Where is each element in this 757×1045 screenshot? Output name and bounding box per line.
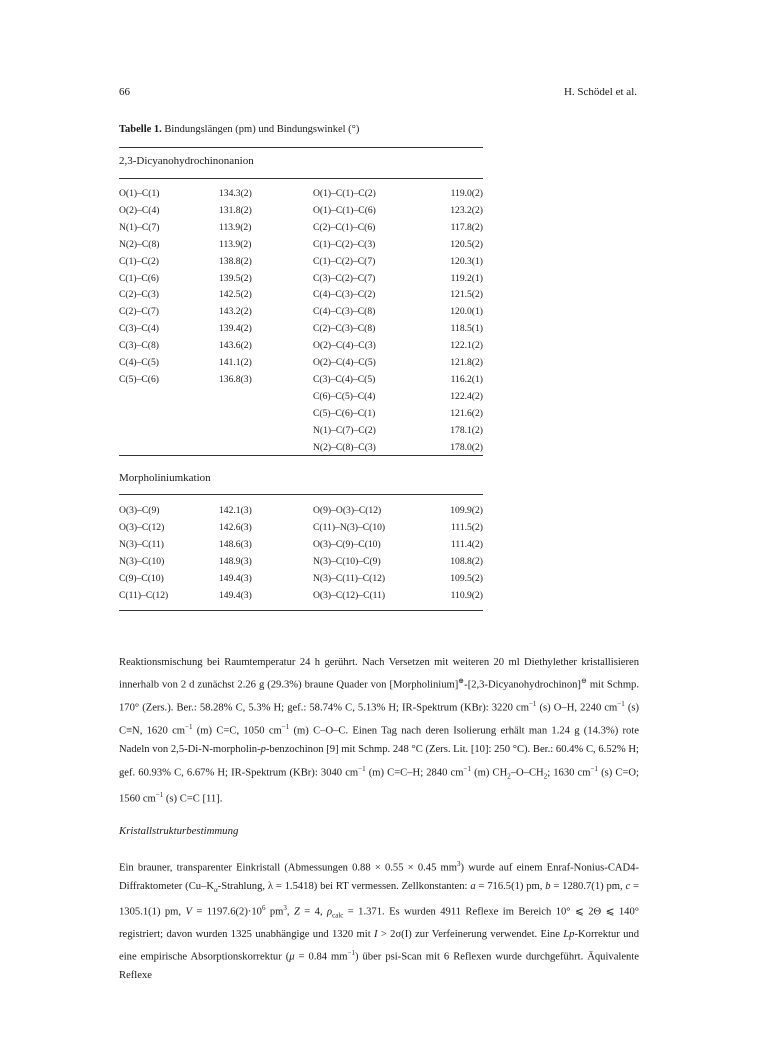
section1-bottom-rule (119, 455, 483, 456)
cation-bond-cell: N(3)–C(10) (119, 556, 165, 568)
anion-angle-atoms-cell: C(6)–C(5)–C(4) (313, 390, 376, 402)
table-row (119, 254, 483, 271)
section1-rule (119, 178, 483, 179)
table-row (119, 304, 483, 321)
cation-bond-cell: O(3)–C(12) (119, 522, 165, 534)
cation-angle-atoms-cell: N(3)–C(11)–C(12) (313, 573, 386, 585)
anion-angle-cell: 117.8(2) (450, 221, 483, 233)
anion-bond-cell: N(1)–C(7) (119, 221, 160, 233)
anion-bond-cell: O(2)–C(4) (119, 204, 160, 216)
table-caption (119, 124, 359, 135)
cation-angle-atoms-cell: O(9)–O(3)–C(12) (313, 505, 382, 516)
anion-angle-cell: 121.8(2) (450, 357, 483, 369)
table-top-rule (119, 147, 483, 148)
anion-angle-atoms-cell: C(4)–C(3)–C(2) (313, 289, 376, 301)
anion-angle-cell: 121.6(2) (450, 407, 483, 419)
anion-bond-cell: C(2)–C(7) (119, 306, 159, 318)
table-row (119, 519, 483, 536)
anion-length-cell: 141.1(2) (219, 357, 252, 369)
anion-angle-atoms-cell: O(1)–C(1)–C(2) (313, 188, 376, 199)
bond-table-cation (119, 502, 483, 605)
anion-bond-cell: C(5)–C(6) (119, 373, 159, 385)
anion-angle-cell: 120.0(1) (450, 306, 483, 318)
anion-bond-cell (119, 389, 219, 406)
anion-angle-atoms-cell: O(1)–C(1)–C(6) (313, 204, 376, 216)
anion-angle-atoms-cell: N(2)–C(8)–C(3) (313, 441, 376, 453)
section1-title: 2,3-Dicyanohydrochinonanion (119, 155, 254, 167)
anion-bond-cell: C(3)–C(4) (119, 323, 159, 335)
anion-length-cell (219, 406, 313, 423)
anion-angle-cell: 118.5(1) (450, 323, 483, 335)
anion-angle-atoms-cell: C(2)–C(3)–C(8) (313, 323, 376, 335)
table-row (119, 203, 483, 220)
table-row (119, 587, 483, 604)
anion-length-cell: 113.9(2) (219, 238, 252, 250)
cation-bond-cell: N(3)–C(11) (119, 539, 164, 551)
table-row (119, 536, 483, 553)
experimental-paragraph: Reaktionsmischung bei Raumtemperatur 24 h gerührt. Nach Versetzen mit weiteren 20 ml Diethylether kristallisieren innerhalb von 2 d zunächst 2.26 g (29.3%) braune Quader von [Morpholinium]⊕-[2,3-Dicyanohydrochinon]⊖ mit Schmp. 170° (Zers.). Ber.: 58.28% C, 5.3% H; gef.: 58.74% C, 5.13% H; IR-Spektrum (KBr): 3220 $cm^{-1}$ (s) O–H, 2240 $cm^{-1}$ (s) C≡N, 1620 $cm^{-1}$ (m) C=C, 1050 $cm^{-1}$ (m) C–O–C. Einen Tag nach deren Isolierung erhält man 1.24 g (14.3%) rote Nadeln von 2,5-Di-N-morpholin-p-benzochinon [9] mit Schmp. 248 °C (Zers. Lit. [10]: 250 °C). Ber.: 60.4% C, 6.52% H; gef. 60.93% C, 6.67% H; IR-Spektrum (KBr): 3040 $cm^{-1}$ (m) C=C–H; 2840 $cm^{-1}$ (m) $CH_2-O-CH_2$; 1630 $cm^{-1}$ (s) C=O; 1560 $cm^{-1}$ (s) C=C [11]. (119, 657, 640, 805)
table-row (119, 287, 483, 304)
anion-length-cell (219, 440, 313, 457)
anion-length-cell: 142.5(2) (219, 289, 252, 301)
anion-angle-cell: 178.0(2) (450, 441, 483, 453)
cation-angle-cell: 111.5(2) (450, 522, 483, 534)
anion-angle-cell: 121.5(2) (450, 289, 483, 301)
cation-angle-atoms-cell: C(11)–N(3)–C(10) (313, 522, 386, 534)
anion-length-cell: 134.3(2) (219, 188, 252, 199)
anion-angle-atoms-cell: C(1)–C(2)–C(7) (313, 255, 376, 267)
table-caption-text: Bindungslängen (pm) und Bindungswinkel (°) (161, 124, 360, 135)
cation-length-cell: 149.4(3) (219, 573, 252, 585)
anion-length-cell: 143.2(2) (219, 306, 252, 318)
table-row (119, 321, 483, 338)
anion-bond-cell: C(4)–C(5) (119, 357, 159, 369)
anion-bond-cell: C(2)–C(3) (119, 289, 159, 301)
anion-length-cell: 139.5(2) (219, 272, 252, 284)
anion-bond-cell: C(1)–C(6) (119, 272, 159, 284)
anion-angle-atoms-cell: C(3)–C(2)–C(7) (313, 272, 376, 284)
anion-angle-cell: 119.0(2) (450, 188, 483, 199)
anion-length-cell (219, 389, 313, 406)
table-row (119, 237, 483, 254)
table-row (119, 406, 483, 423)
cation-angle-atoms-cell: O(3)–C(9)–C(10) (313, 539, 381, 551)
anion-bond-cell: O(1)–C(1) (119, 188, 160, 199)
cation-bond-cell: C(9)–C(10) (119, 573, 164, 585)
page-number: 66 (119, 86, 130, 98)
table-row (119, 372, 483, 389)
anion-angle-cell: 178.1(2) (450, 424, 483, 436)
table-label: Tabelle 1. (119, 124, 162, 135)
anion-length-cell: 139.4(2) (219, 323, 252, 335)
anion-angle-atoms-cell: C(4)–C(3)–C(8) (313, 306, 376, 318)
table-row (119, 186, 483, 203)
cation-bond-cell: C(11)–C(12) (119, 590, 169, 602)
anion-length-cell: 113.9(2) (219, 221, 252, 233)
table-row (119, 440, 483, 457)
cation-angle-cell: 108.8(2) (450, 556, 483, 568)
table-row (119, 423, 483, 440)
anion-angle-atoms-cell: O(2)–C(4)–C(5) (313, 357, 376, 369)
anion-bond-cell (119, 406, 219, 423)
table-row (119, 355, 483, 372)
cation-bond-cell: O(3)–C(9) (119, 505, 160, 516)
table-row (119, 220, 483, 237)
anion-length-cell (219, 423, 313, 440)
anion-angle-atoms-cell: O(2)–C(4)–C(3) (313, 340, 376, 352)
anion-bond-cell (119, 423, 219, 440)
table-bottom-rule (119, 610, 483, 611)
anion-angle-atoms-cell: C(5)–C(6)–C(1) (313, 407, 376, 419)
cation-angle-atoms-cell: N(3)–C(10)–C(9) (313, 556, 381, 568)
cation-angle-cell: 110.9(2) (450, 590, 483, 602)
section2-rule (119, 494, 483, 495)
cation-length-cell: 142.6(3) (219, 522, 252, 534)
section2-title: Morpholiniumkation (119, 472, 211, 484)
anion-angle-atoms-cell: C(3)–C(4)–C(5) (313, 373, 376, 385)
section-heading: Kristallstrukturbestimmung (119, 825, 239, 837)
cation-length-cell: 142.1(3) (219, 505, 252, 516)
anion-angle-cell: 116.2(1) (450, 373, 483, 385)
table-row (119, 502, 483, 519)
anion-bond-cell: N(2)–C(8) (119, 238, 160, 250)
cation-length-cell: 149.4(3) (219, 590, 252, 602)
table-row (119, 553, 483, 570)
anion-angle-cell: 120.5(2) (450, 238, 483, 250)
anion-angle-cell: 123.2(2) (450, 204, 483, 216)
anion-bond-cell: C(3)–C(8) (119, 340, 159, 352)
cation-length-cell: 148.9(3) (219, 556, 252, 568)
cation-angle-cell: 111.4(2) (450, 539, 483, 551)
anion-bond-cell (119, 440, 219, 457)
cation-length-cell: 148.6(3) (219, 539, 252, 551)
anion-angle-cell: 122.1(2) (450, 340, 483, 352)
table-row (119, 389, 483, 406)
anion-length-cell: 138.8(2) (219, 255, 252, 267)
anion-bond-cell: C(1)–C(2) (119, 255, 159, 267)
anion-angle-atoms-cell: C(1)–C(2)–C(3) (313, 238, 376, 250)
anion-length-cell: 136.8(3) (219, 373, 252, 385)
anion-angle-cell: 120.3(1) (450, 255, 483, 267)
crystal-paragraph: Ein brauner, transparenter Einkristall (Abmessungen 0.88 × 0.55 × 0.45 $mm^3$) wurde auf einem Enraf-Nonius-CAD4-Diffraktometer ($Cu-K_\alpha$-Strahlung, λ = 1.5418) bei RT vermessen. Zellkonstanten: a = 716.5(1) pm, b = 1280.7(1) pm, c = 1305.1(1) pm, $V = 1197.6(2)\cdot 10^6$ $pm^3$, Z = 4, $\rho_{calc} = 1.371$. Es wurden 4911 Reflexe im Bereich 10° ⩽ 2Θ ⩽ 140° registriert; davon wurden 1325 unabhängige und 1320 mit I > 2σ(I) zur Verfeinerung verwendet. Eine Lp-Korrektur und eine empirische Absorptionskorrektur (μ = 0.84 $mm^{-1}$) über psi-Scan mit 6 Reflexen wurde durchgeführt. Äquivalente Reflexe (119, 860, 640, 981)
running-authors: H. Schödel et al. (563, 86, 637, 98)
anion-length-cell: 143.6(2) (219, 340, 252, 352)
cation-angle-cell: 109.5(2) (450, 573, 483, 585)
table-row (119, 570, 483, 587)
anion-angle-atoms-cell: N(1)–C(7)–C(2) (313, 424, 376, 436)
anion-angle-cell: 119.2(1) (450, 272, 483, 284)
bond-table-anion (119, 186, 483, 457)
anion-angle-atoms-cell: C(2)–C(1)–C(6) (313, 221, 376, 233)
cation-angle-atoms-cell: O(3)–C(12)–C(11) (313, 590, 386, 602)
cation-angle-cell: 109.9(2) (450, 505, 483, 516)
table-row (119, 338, 483, 355)
anion-length-cell: 131.8(2) (219, 204, 252, 216)
anion-angle-cell: 122.4(2) (450, 390, 483, 402)
table-row (119, 271, 483, 288)
